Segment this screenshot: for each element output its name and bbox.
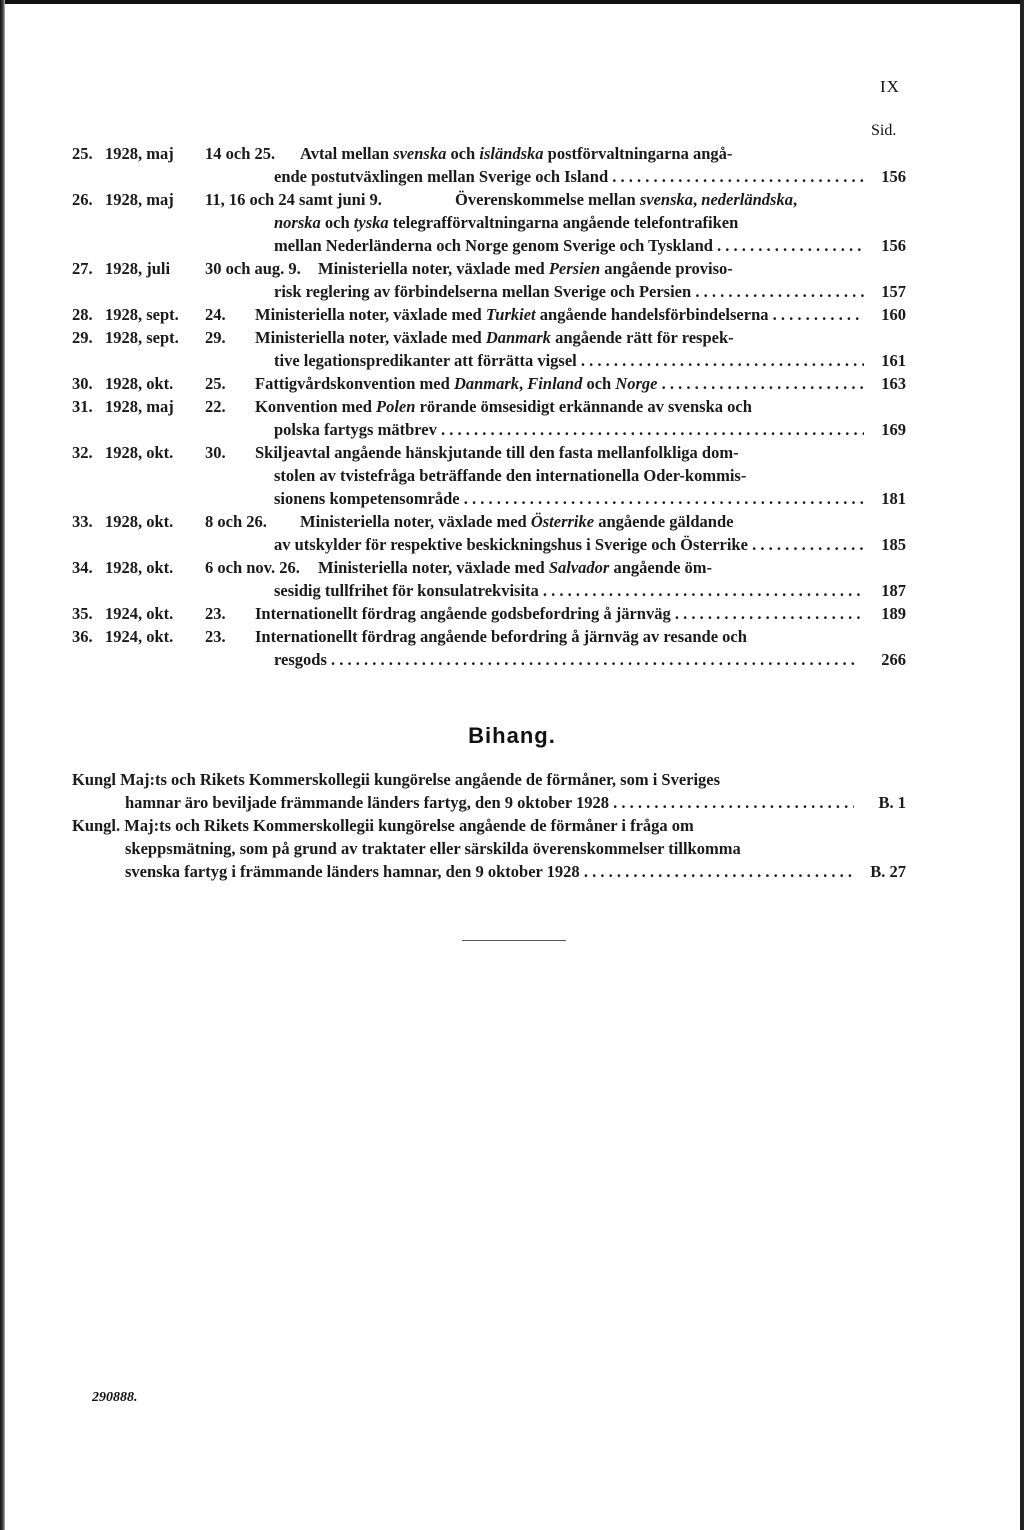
entry-day: 30 och aug. 9. (205, 259, 301, 278)
entry-page: 189 (881, 604, 906, 623)
entry-page: 156 (881, 167, 906, 186)
entry-title: Ministeriella noter, växlade med Österrike angående gäldande (300, 512, 734, 531)
toc-line (0, 165, 1024, 188)
entry-title: risk reglering av förbindelserna mellan Sverige och Persien . . . (274, 280, 864, 303)
toc-entry (0, 372, 1024, 395)
entry-date: 1928, okt. (105, 512, 174, 531)
toc-line (0, 326, 1024, 349)
entry-page: 163 (881, 374, 906, 393)
entry-title: resgods . . . (274, 648, 864, 671)
appendix-line (0, 837, 1024, 860)
entry-date: 1928, juli (105, 259, 171, 278)
entry-title: Ministeriella noter, växlade med Danmark angående rätt för respek- (255, 328, 734, 347)
entry-page: 169 (881, 420, 906, 439)
appendix-list (0, 768, 1024, 883)
entry-number: 34. (72, 558, 93, 577)
appendix-line (0, 860, 1024, 883)
entry-number: 35. (72, 604, 93, 623)
divider-rule (462, 940, 566, 941)
entry-title: Ministeriella noter, växlade med Salvador angående öm- (318, 558, 713, 577)
toc-line (0, 280, 1024, 303)
toc-entry (0, 395, 1024, 441)
appendix-text: svenska fartyg i främmande länders hamnar, den 9 oktober 1928 . . . (125, 860, 854, 883)
toc-entry (0, 602, 1024, 625)
appendix-heading: Bihang. (468, 723, 556, 748)
toc-line (0, 188, 1024, 211)
appendix-text: Kungl. Maj:ts och Rikets Kommerskollegii kungörelse angående de förmåner i fråga om (72, 816, 694, 835)
toc-line (0, 487, 1024, 510)
entry-page: 181 (881, 489, 906, 508)
appendix-line (0, 791, 1024, 814)
toc-entry (0, 510, 1024, 556)
toc-line (0, 418, 1024, 441)
toc-line (0, 556, 1024, 579)
toc-line (0, 602, 1024, 625)
entry-title: Konvention med Polen rörande ömsesidigt erkännande av svenska och (255, 397, 752, 416)
entry-title: mellan Nederländerna och Norge genom Sverige och Tyskland . . . (274, 234, 864, 257)
appendix-text: skeppsmätning, som på grund av traktater eller särskilda överenskommelser tillkomma (125, 839, 741, 858)
toc-entry (0, 556, 1024, 602)
entry-page: 156 (881, 236, 906, 255)
entry-number: 33. (72, 512, 93, 531)
entry-day: 6 och nov. 26. (205, 558, 300, 577)
appendix-line (0, 768, 1024, 791)
entry-number: 29. (72, 328, 93, 347)
toc-line (0, 648, 1024, 671)
entry-number: 28. (72, 305, 93, 324)
entry-title: av utskylder för respektive beskickningshus i Sverige och Österrike . . . (274, 533, 864, 556)
entry-date: 1928, okt. (105, 443, 174, 462)
entry-date: 1924, okt. (105, 627, 174, 646)
entry-title: sionens kompetensområde . . . (274, 487, 864, 510)
toc-line (0, 441, 1024, 464)
page-column-label: Sid. (871, 122, 897, 139)
toc-entry (0, 441, 1024, 510)
toc-entry (0, 303, 1024, 326)
toc-entry (0, 257, 1024, 303)
entry-number: 26. (72, 190, 93, 209)
entry-day: 25. (205, 374, 226, 393)
table-of-contents (0, 142, 1024, 671)
entry-page: 160 (881, 305, 906, 324)
entry-title: Ministeriella noter, växlade med Persien angående proviso- (318, 259, 733, 278)
entry-title: stolen av tvistefråga beträffande den internationella Oder-kommis- (274, 466, 747, 485)
entry-title: tive legationspredikanter att förrätta vigsel . . . (274, 349, 864, 372)
toc-line (0, 349, 1024, 372)
entry-title: Fattigvårdskonvention med Danmark, Finland och Norge . . . (255, 372, 864, 395)
entry-title: Ministeriella noter, växlade med Turkiet angående handelsförbindelserna . . . (255, 303, 864, 326)
entry-title: ende postutväxlingen mellan Sverige och Island . . . (274, 165, 864, 188)
entry-date: 1928, maj (105, 144, 174, 163)
entry-title: Skiljeavtal angående hänskjutande till den fasta mellanfolkliga dom- (255, 443, 739, 462)
entry-number: 36. (72, 627, 93, 646)
toc-line (0, 372, 1024, 395)
page-number: IX (880, 77, 900, 96)
entry-title: polska fartygs mätbrev . . . (274, 418, 864, 441)
toc-line (0, 234, 1024, 257)
entry-day: 8 och 26. (205, 512, 267, 531)
entry-page: 185 (881, 535, 906, 554)
scan-border-top (0, 0, 1024, 4)
entry-title: Avtal mellan svenska och isländska postförvaltningarna angå- (300, 144, 733, 163)
appendix-text: Kungl Maj:ts och Rikets Kommerskollegii kungörelse angående de förmåner, som i Sveriges (72, 770, 721, 789)
entry-title: Internationellt fördrag angående befordring å järnväg av resande och (255, 627, 747, 646)
entry-day: 22. (205, 397, 226, 416)
entry-date: 1928, okt. (105, 558, 174, 577)
entry-page: 266 (881, 650, 906, 669)
appendix-ref: B. 1 (878, 793, 906, 812)
entry-day: 23. (205, 604, 226, 623)
entry-day: 30. (205, 443, 226, 462)
entry-title: norska och tyska telegrafförvaltningarna angående telefontrafiken (274, 213, 739, 232)
toc-entry (0, 142, 1024, 188)
toc-line (0, 395, 1024, 418)
toc-entry (0, 625, 1024, 671)
toc-line (0, 303, 1024, 326)
entry-date: 1928, sept. (105, 305, 179, 324)
entry-page: 187 (881, 581, 906, 600)
entry-date: 1924, okt. (105, 604, 174, 623)
entry-title: Överenskommelse mellan svenska, nederländska, (455, 190, 798, 209)
toc-line (0, 510, 1024, 533)
entry-number: 31. (72, 397, 93, 416)
entry-number: 25. (72, 144, 93, 163)
appendix-text: hamnar äro beviljade främmande länders fartyg, den 9 oktober 1928 . . . (125, 791, 854, 814)
entry-date: 1928, okt. (105, 374, 174, 393)
entry-page: 161 (881, 351, 906, 370)
toc-line (0, 257, 1024, 280)
entry-day: 11, 16 och 24 samt juni 9. (205, 190, 382, 209)
entry-day: 29. (205, 328, 226, 347)
toc-line (0, 142, 1024, 165)
toc-line (0, 533, 1024, 556)
appendix-ref: B. 27 (870, 862, 906, 881)
entry-title: Internationellt fördrag angående godsbefordring å järnväg . . . (255, 602, 864, 625)
toc-entry (0, 326, 1024, 372)
print-code: 290888. (92, 1390, 138, 1405)
entry-day: 14 och 25. (205, 144, 276, 163)
entry-number: 27. (72, 259, 93, 278)
entry-number: 30. (72, 374, 93, 393)
entry-title: sesidig tullfrihet för konsulatrekvisita . . . (274, 579, 864, 602)
toc-entry (0, 188, 1024, 257)
entry-day: 24. (205, 305, 226, 324)
entry-date: 1928, maj (105, 397, 174, 416)
toc-line (0, 464, 1024, 487)
toc-line (0, 211, 1024, 234)
toc-line (0, 579, 1024, 602)
entry-date: 1928, maj (105, 190, 174, 209)
entry-number: 32. (72, 443, 93, 462)
entry-page: 157 (881, 282, 906, 301)
appendix-line (0, 814, 1024, 837)
entry-date: 1928, sept. (105, 328, 179, 347)
toc-line (0, 625, 1024, 648)
entry-day: 23. (205, 627, 226, 646)
